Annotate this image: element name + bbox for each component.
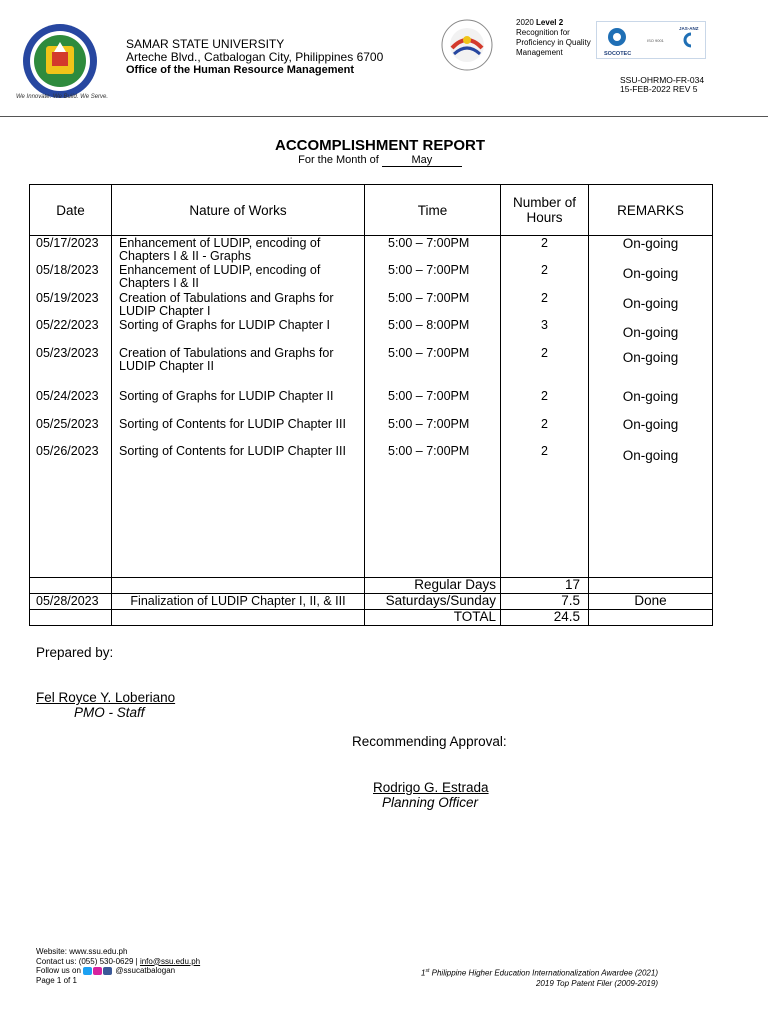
column-time: Time — [365, 185, 501, 236]
cell-remarks: Done — [589, 594, 713, 610]
cell-date: 05/26/2023 — [30, 444, 112, 472]
quality-award-text: 2020 Level 2 Recognition for Proficiency in Quality Management — [516, 18, 591, 57]
table-header — [30, 185, 713, 236]
facebook-icon — [103, 967, 112, 975]
cell-nature: Finalization of LUDIP Chapter I, II, & III — [112, 594, 365, 610]
university-address: Arteche Blvd., Catbalogan City, Philippines 6700 — [126, 50, 384, 64]
cell-date: 05/17/2023 — [30, 236, 112, 264]
svg-text:ISO 9001: ISO 9001 — [647, 38, 664, 43]
column-nature: Nature of Works — [112, 185, 365, 236]
recommending-approval-label: Recommending Approval: — [352, 734, 507, 749]
regular-days-row — [30, 578, 713, 594]
university-header — [126, 38, 383, 77]
table-row — [30, 263, 713, 291]
cell-nature: Sorting of Graphs for LUDIP Chapter II — [112, 389, 365, 417]
regular-days-hours: 17 — [501, 578, 589, 594]
cell-hours: 2 — [501, 389, 589, 417]
quality-award-logo — [440, 18, 494, 72]
cell-date: 05/24/2023 — [30, 389, 112, 417]
cell-remarks: On-going — [589, 444, 713, 472]
footer-email: info@ssu.edu.ph — [139, 956, 201, 966]
month-value: May — [382, 154, 462, 167]
cell-nature: Enhancement of LUDIP, encoding of Chapters I & II — [112, 263, 365, 291]
accomplishment-table — [29, 184, 713, 626]
instagram-icon — [93, 967, 102, 975]
cell-hours: 2 — [501, 417, 589, 444]
cell-nature: Sorting of Contents for LUDIP Chapter III — [112, 444, 365, 472]
cell-nature: Sorting of Contents for LUDIP Chapter III — [112, 417, 365, 444]
doc-revision: 15-FEB-2022 REV 5 — [620, 84, 698, 94]
university-name: SAMAR STATE UNIVERSITY — [126, 37, 285, 51]
header-divider — [0, 116, 768, 117]
footer-social: Follow us on @ssucatbalogan — [36, 966, 176, 975]
doc-code: SSU-OHRMO-FR-034 — [620, 75, 705, 85]
cell-date: 05/19/2023 — [30, 291, 112, 319]
footer-website: Website: www.ssu.edu.ph — [36, 947, 128, 956]
office-name: Office of the Human Resource Management — [126, 64, 354, 76]
total-row — [30, 610, 713, 626]
footer-contact — [36, 947, 200, 985]
cell-remarks: On-going — [589, 417, 713, 444]
cell-remarks: On-going — [589, 389, 713, 417]
cell-time: 5:00 – 7:00PM — [365, 346, 501, 389]
cell-time: 5:00 – 7:00PM — [365, 389, 501, 417]
footer-award-1: 1st Philippine Higher Education Internationalization Awardee (2021) — [421, 968, 658, 978]
cell-date: 05/23/2023 — [30, 346, 112, 389]
weekend-row — [30, 594, 713, 610]
total-label: TOTAL — [365, 610, 501, 626]
table-row — [30, 291, 713, 319]
cell-time: 5:00 – 7:00PM — [365, 444, 501, 472]
regular-days-label: Regular Days — [365, 578, 501, 594]
cell-hours: 2 — [501, 346, 589, 389]
cell-remarks: On-going — [589, 236, 713, 264]
footer-page-number: Page 1 of 1 — [36, 975, 77, 985]
weekend-hours: 7.5 — [501, 594, 589, 610]
report-title: ACCOMPLISHMENT REPORT — [275, 137, 485, 154]
prepared-by-label: Prepared by: — [36, 645, 114, 660]
certification-logo — [596, 21, 706, 59]
footer-awards — [360, 966, 658, 989]
cell-remarks: On-going — [589, 263, 713, 291]
table-row — [30, 444, 713, 472]
total-hours: 24.5 — [501, 610, 589, 626]
university-motto: We Innovate. We Build. We Serve. — [16, 94, 109, 100]
column-date: Date — [30, 185, 112, 236]
cell-time: 5:00 – 8:00PM — [365, 318, 501, 346]
footer-phone-line: Contact us: (055) 530-0629 | info@ssu.edu.ph — [36, 956, 201, 966]
report-month: For the Month of May — [0, 154, 760, 167]
table-row — [30, 346, 713, 389]
cell-remarks: On-going — [589, 291, 713, 319]
cell-time: 5:00 – 7:00PM — [365, 236, 501, 264]
cell-nature: Creation of Tabulations and Graphs for LUDIP Chapter I — [112, 291, 365, 319]
cell-date: 05/22/2023 — [30, 318, 112, 346]
table-blank-space — [30, 472, 713, 578]
cell-date: 05/25/2023 — [30, 417, 112, 444]
cell-hours: 3 — [501, 318, 589, 346]
cert-label: SOCOTEC — [604, 51, 632, 57]
cell-time: 5:00 – 7:00PM — [365, 417, 501, 444]
cell-hours: 2 — [501, 444, 589, 472]
recommender-name: Rodrigo G. Estrada — [373, 780, 489, 795]
table-row — [30, 417, 713, 444]
cell-nature: Creation of Tabulations and Graphs for LUDIP Chapter II — [112, 346, 365, 389]
recommender-position: Planning Officer — [382, 795, 479, 810]
twitter-icon — [83, 967, 92, 975]
weekend-label: Saturdays/Sunday — [365, 594, 501, 610]
cert-badge: JAS-ANZ — [679, 26, 699, 31]
cell-remarks: On-going — [589, 318, 713, 346]
cell-time: 5:00 – 7:00PM — [365, 291, 501, 319]
column-hours: Number of Hours — [501, 185, 589, 236]
cell-date: 05/18/2023 — [30, 263, 112, 291]
university-seal — [16, 22, 104, 100]
preparer-name: Fel Royce Y. Loberiano — [36, 690, 176, 705]
cell-nature: Enhancement of LUDIP, encoding of Chapters I & II - Graphs — [112, 236, 365, 264]
preparer-position: PMO - Staff — [74, 705, 145, 720]
cell-hours: 2 — [501, 236, 589, 264]
footer-award-2: 2019 Top Patent Filer (2009-2019) — [535, 978, 658, 988]
cell-time: 5:00 – 7:00PM — [365, 263, 501, 291]
table-row — [30, 236, 713, 264]
cell-date: 05/28/2023 — [30, 594, 112, 610]
cell-hours: 2 — [501, 263, 589, 291]
column-remarks: REMARKS — [589, 185, 713, 236]
document-code — [620, 76, 704, 94]
table-row — [30, 318, 713, 346]
cell-nature: Sorting of Graphs for LUDIP Chapter I — [112, 318, 365, 346]
cell-remarks: On-going — [589, 346, 713, 389]
cell-hours: 2 — [501, 291, 589, 319]
table-row — [30, 389, 713, 417]
